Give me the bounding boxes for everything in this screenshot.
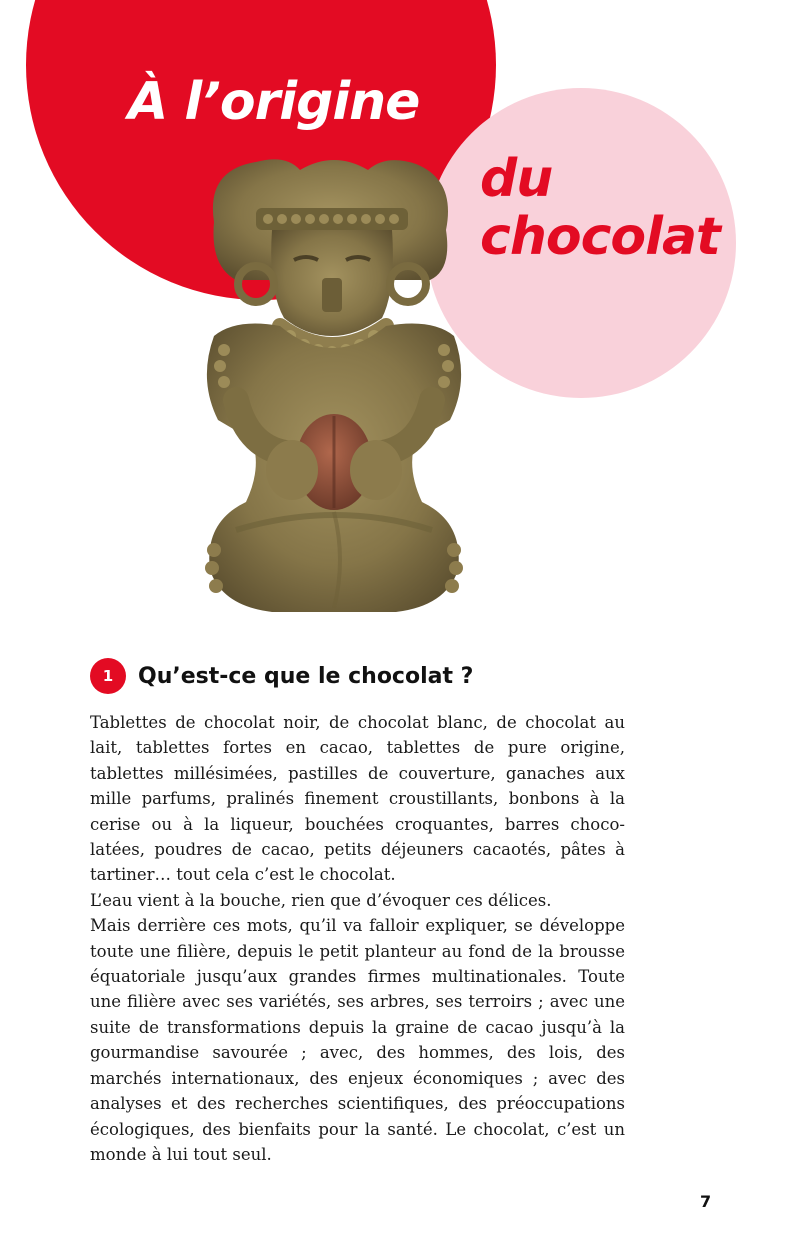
- page-number: 7: [700, 1192, 712, 1211]
- chapter-title-word-du: du: [480, 149, 553, 209]
- chapter-title-word-chocolat: chocolat: [480, 207, 720, 267]
- section-number-badge: 1: [90, 658, 126, 694]
- section-heading: [90, 658, 473, 694]
- statue-image: [196, 150, 472, 618]
- chapter-title-line-2: [480, 150, 720, 266]
- paragraph-1: Tablettes de chocolat noir, de chocolat blanc, de chocolat au lait, tablettes fortes en cacao, tablettes de pure origine, tablettes millésimées, pastilles de couverture, ganaches aux mille parfums, pralinés finement croustillants, bonbons à la cerise ou à la liqueur, bouchées croquantes, barres chocolatées, poudres de cacao, petits déjeuners cacaotés, pâtes à tartiner… tout cela c’est le chocolat.: [90, 713, 625, 885]
- chapter-title-line-1: À l’origine: [128, 72, 420, 132]
- paragraph-2: L’eau vient à la bouche, rien que d’évoquer ces délices.: [90, 890, 552, 910]
- paragraph-3: Mais derrière ces mots, qu’il va falloir expliquer, se développe toute une filière, depuis le petit planteur au fond de la brousse équatoriale jusqu’aux grandes firmes multinationales. Toute une filière avec ses variétés, ses arbres, ses terroirs ; avec une suite de transformations depuis la graine de cacao jusqu’à la gourmandise savourée ; avec, des hommes, des lois, des marchés internationaux, des enjeux économiques ; avec des analyses et des recherches scientifiques, des préoccupations écologiques, des bienfaits pour la santé. Le chocolat, c’est un monde à lui tout seul.: [90, 916, 625, 1164]
- section-title: Qu’est-ce que le chocolat ?: [138, 663, 474, 689]
- body-text: [90, 710, 625, 1167]
